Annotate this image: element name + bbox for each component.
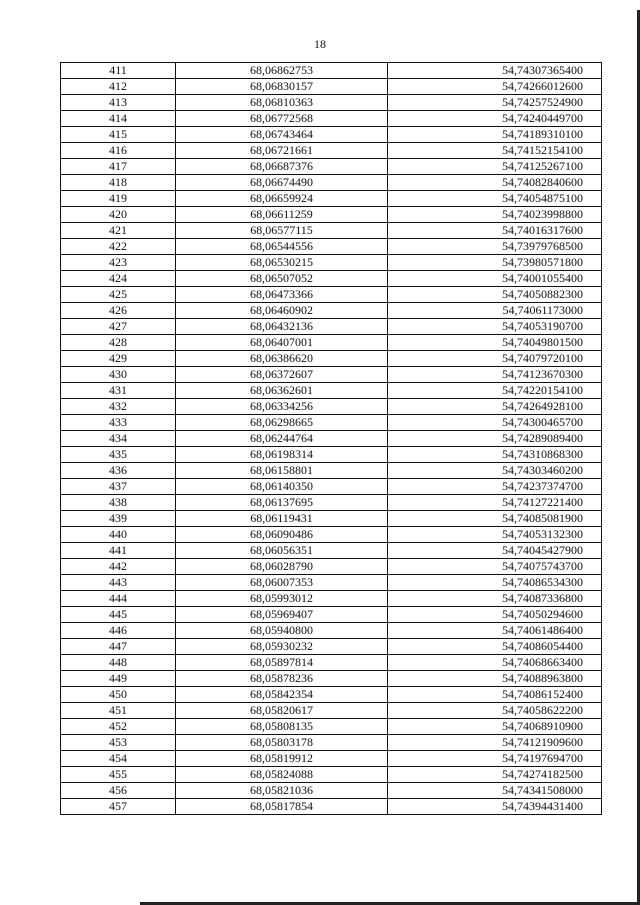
table-row [61, 239, 602, 255]
point-number-cell: 435 [61, 447, 176, 463]
x-coordinate-cell: 68,06386620 [176, 351, 388, 367]
point-number-cell: 444 [61, 591, 176, 607]
y-coordinate-cell: 54,74075743700 [388, 559, 602, 575]
x-coordinate-cell: 68,05930232 [176, 639, 388, 655]
x-coordinate-cell: 68,06298665 [176, 415, 388, 431]
point-number-cell: 451 [61, 703, 176, 719]
x-coordinate-cell: 68,06460902 [176, 303, 388, 319]
point-number-cell: 445 [61, 607, 176, 623]
point-number-cell: 450 [61, 687, 176, 703]
y-coordinate-cell: 54,74068910900 [388, 719, 602, 735]
coordinates-table-body [61, 63, 602, 815]
y-coordinate-cell: 54,74087336800 [388, 591, 602, 607]
point-number-cell: 426 [61, 303, 176, 319]
y-coordinate-cell: 54,74023998800 [388, 207, 602, 223]
x-coordinate-cell: 68,06530215 [176, 255, 388, 271]
x-coordinate-cell: 68,06119431 [176, 511, 388, 527]
x-coordinate-cell: 68,05897814 [176, 655, 388, 671]
point-number-cell: 446 [61, 623, 176, 639]
x-coordinate-cell: 68,06090486 [176, 527, 388, 543]
x-coordinate-cell: 68,06244764 [176, 431, 388, 447]
x-coordinate-cell: 68,05878236 [176, 671, 388, 687]
x-coordinate-cell: 68,06830157 [176, 79, 388, 95]
x-coordinate-cell: 68,06743464 [176, 127, 388, 143]
point-number-cell: 417 [61, 159, 176, 175]
table-row [61, 687, 602, 703]
x-coordinate-cell: 68,06028790 [176, 559, 388, 575]
table-row [61, 95, 602, 111]
x-coordinate-cell: 68,06432136 [176, 319, 388, 335]
y-coordinate-cell: 54,74303460200 [388, 463, 602, 479]
table-row [61, 463, 602, 479]
x-coordinate-cell: 68,05821036 [176, 783, 388, 799]
table-row [61, 143, 602, 159]
table-row [61, 191, 602, 207]
y-coordinate-cell: 54,74086054400 [388, 639, 602, 655]
table-row [61, 719, 602, 735]
table-row [61, 431, 602, 447]
y-coordinate-cell: 54,74197694700 [388, 751, 602, 767]
table-row [61, 655, 602, 671]
x-coordinate-cell: 68,06507052 [176, 271, 388, 287]
point-number-cell: 436 [61, 463, 176, 479]
point-number-cell: 427 [61, 319, 176, 335]
x-coordinate-cell: 68,05940800 [176, 623, 388, 639]
table-row [61, 255, 602, 271]
table-row [61, 559, 602, 575]
x-coordinate-cell: 68,06407001 [176, 335, 388, 351]
point-number-cell: 447 [61, 639, 176, 655]
table-row [61, 479, 602, 495]
point-number-cell: 421 [61, 223, 176, 239]
y-coordinate-cell: 54,74054875100 [388, 191, 602, 207]
y-coordinate-cell: 54,74050294600 [388, 607, 602, 623]
table-row [61, 703, 602, 719]
point-number-cell: 457 [61, 799, 176, 815]
y-coordinate-cell: 54,74257524900 [388, 95, 602, 111]
y-coordinate-cell: 54,74189310100 [388, 127, 602, 143]
point-number-cell: 432 [61, 399, 176, 415]
y-coordinate-cell: 54,74240449700 [388, 111, 602, 127]
y-coordinate-cell: 54,74086152400 [388, 687, 602, 703]
table-row [61, 447, 602, 463]
table-row [61, 671, 602, 687]
table-row [61, 639, 602, 655]
x-coordinate-cell: 68,06198314 [176, 447, 388, 463]
y-coordinate-cell: 54,74152154100 [388, 143, 602, 159]
y-coordinate-cell: 54,74061486400 [388, 623, 602, 639]
y-coordinate-cell: 54,74289089400 [388, 431, 602, 447]
table-row [61, 63, 602, 79]
x-coordinate-cell: 68,05820617 [176, 703, 388, 719]
x-coordinate-cell: 68,05803178 [176, 735, 388, 751]
point-number-cell: 415 [61, 127, 176, 143]
point-number-cell: 453 [61, 735, 176, 751]
x-coordinate-cell: 68,06862753 [176, 63, 388, 79]
point-number-cell: 454 [61, 751, 176, 767]
y-coordinate-cell: 54,74058622200 [388, 703, 602, 719]
table-row [61, 159, 602, 175]
page-number: 18 [314, 37, 326, 51]
point-number-cell: 425 [61, 287, 176, 303]
x-coordinate-cell: 68,05842354 [176, 687, 388, 703]
point-number-cell: 452 [61, 719, 176, 735]
x-coordinate-cell: 68,05808135 [176, 719, 388, 735]
y-coordinate-cell: 54,74300465700 [388, 415, 602, 431]
point-number-cell: 414 [61, 111, 176, 127]
point-number-cell: 430 [61, 367, 176, 383]
point-number-cell: 424 [61, 271, 176, 287]
y-coordinate-cell: 54,74050882300 [388, 287, 602, 303]
point-number-cell: 442 [61, 559, 176, 575]
table-row [61, 79, 602, 95]
table-row [61, 399, 602, 415]
point-number-cell: 418 [61, 175, 176, 191]
table-row [61, 623, 602, 639]
point-number-cell: 419 [61, 191, 176, 207]
point-number-cell: 439 [61, 511, 176, 527]
x-coordinate-cell: 68,06158801 [176, 463, 388, 479]
y-coordinate-cell: 54,74082840600 [388, 175, 602, 191]
table-row [61, 175, 602, 191]
y-coordinate-cell: 54,74086534300 [388, 575, 602, 591]
y-coordinate-cell: 54,74001055400 [388, 271, 602, 287]
y-coordinate-cell: 54,74068663400 [388, 655, 602, 671]
point-number-cell: 443 [61, 575, 176, 591]
x-coordinate-cell: 68,06056351 [176, 543, 388, 559]
table-row [61, 303, 602, 319]
x-coordinate-cell: 68,06362601 [176, 383, 388, 399]
x-coordinate-cell: 68,06687376 [176, 159, 388, 175]
y-coordinate-cell: 54,74264928100 [388, 399, 602, 415]
point-number-cell: 455 [61, 767, 176, 783]
point-number-cell: 412 [61, 79, 176, 95]
y-coordinate-cell: 54,74125267100 [388, 159, 602, 175]
point-number-cell: 431 [61, 383, 176, 399]
y-coordinate-cell: 54,74016317600 [388, 223, 602, 239]
table-row [61, 799, 602, 815]
table-row [61, 415, 602, 431]
point-number-cell: 413 [61, 95, 176, 111]
table-row [61, 735, 602, 751]
y-coordinate-cell: 54,74045427900 [388, 543, 602, 559]
y-coordinate-cell: 54,74266012600 [388, 79, 602, 95]
table-row [61, 751, 602, 767]
x-coordinate-cell: 68,05993012 [176, 591, 388, 607]
x-coordinate-cell: 68,06674490 [176, 175, 388, 191]
x-coordinate-cell: 68,06810363 [176, 95, 388, 111]
y-coordinate-cell: 54,74127221400 [388, 495, 602, 511]
point-number-cell: 449 [61, 671, 176, 687]
table-row [61, 591, 602, 607]
y-coordinate-cell: 54,74088963800 [388, 671, 602, 687]
y-coordinate-cell: 54,74079720100 [388, 351, 602, 367]
y-coordinate-cell: 54,74274182500 [388, 767, 602, 783]
point-number-cell: 416 [61, 143, 176, 159]
x-coordinate-cell: 68,06721661 [176, 143, 388, 159]
point-number-cell: 423 [61, 255, 176, 271]
table-row [61, 607, 602, 623]
x-coordinate-cell: 68,06473366 [176, 287, 388, 303]
table-row [61, 207, 602, 223]
x-coordinate-cell: 68,06577115 [176, 223, 388, 239]
table-row [61, 367, 602, 383]
table-row [61, 351, 602, 367]
y-coordinate-cell: 54,74049801500 [388, 335, 602, 351]
x-coordinate-cell: 68,05824088 [176, 767, 388, 783]
y-coordinate-cell: 54,74220154100 [388, 383, 602, 399]
x-coordinate-cell: 68,06140350 [176, 479, 388, 495]
table-row [61, 271, 602, 287]
coordinates-table [60, 62, 602, 815]
table-row [61, 495, 602, 511]
x-coordinate-cell: 68,06611259 [176, 207, 388, 223]
y-coordinate-cell: 54,73979768500 [388, 239, 602, 255]
x-coordinate-cell: 68,06007353 [176, 575, 388, 591]
x-coordinate-cell: 68,05819912 [176, 751, 388, 767]
x-coordinate-cell: 68,05969407 [176, 607, 388, 623]
x-coordinate-cell: 68,06772568 [176, 111, 388, 127]
point-number-cell: 411 [61, 63, 176, 79]
point-number-cell: 434 [61, 431, 176, 447]
point-number-cell: 438 [61, 495, 176, 511]
point-number-cell: 456 [61, 783, 176, 799]
table-row [61, 223, 602, 239]
y-coordinate-cell: 54,74307365400 [388, 63, 602, 79]
y-coordinate-cell: 54,74310868300 [388, 447, 602, 463]
point-number-cell: 420 [61, 207, 176, 223]
y-coordinate-cell: 54,74053190700 [388, 319, 602, 335]
x-coordinate-cell: 68,06137695 [176, 495, 388, 511]
y-coordinate-cell: 54,74123670300 [388, 367, 602, 383]
x-coordinate-cell: 68,06372607 [176, 367, 388, 383]
point-number-cell: 422 [61, 239, 176, 255]
table-row [61, 127, 602, 143]
y-coordinate-cell: 54,74053132300 [388, 527, 602, 543]
point-number-cell: 428 [61, 335, 176, 351]
x-coordinate-cell: 68,06334256 [176, 399, 388, 415]
table-row [61, 335, 602, 351]
point-number-cell: 440 [61, 527, 176, 543]
point-number-cell: 448 [61, 655, 176, 671]
x-coordinate-cell: 68,06544556 [176, 239, 388, 255]
table-row [61, 527, 602, 543]
table-row [61, 543, 602, 559]
y-coordinate-cell: 54,74121909600 [388, 735, 602, 751]
table-row [61, 511, 602, 527]
point-number-cell: 437 [61, 479, 176, 495]
table-row [61, 287, 602, 303]
table-row [61, 319, 602, 335]
table-row [61, 383, 602, 399]
point-number-cell: 429 [61, 351, 176, 367]
y-coordinate-cell: 54,74085081900 [388, 511, 602, 527]
y-coordinate-cell: 54,73980571800 [388, 255, 602, 271]
y-coordinate-cell: 54,74061173000 [388, 303, 602, 319]
table-row [61, 111, 602, 127]
y-coordinate-cell: 54,74237374700 [388, 479, 602, 495]
table-row [61, 575, 602, 591]
table-row [61, 767, 602, 783]
x-coordinate-cell: 68,06659924 [176, 191, 388, 207]
point-number-cell: 433 [61, 415, 176, 431]
point-number-cell: 441 [61, 543, 176, 559]
table-row [61, 783, 602, 799]
x-coordinate-cell: 68,05817854 [176, 799, 388, 815]
y-coordinate-cell: 54,74341508000 [388, 783, 602, 799]
y-coordinate-cell: 54,74394431400 [388, 799, 602, 815]
